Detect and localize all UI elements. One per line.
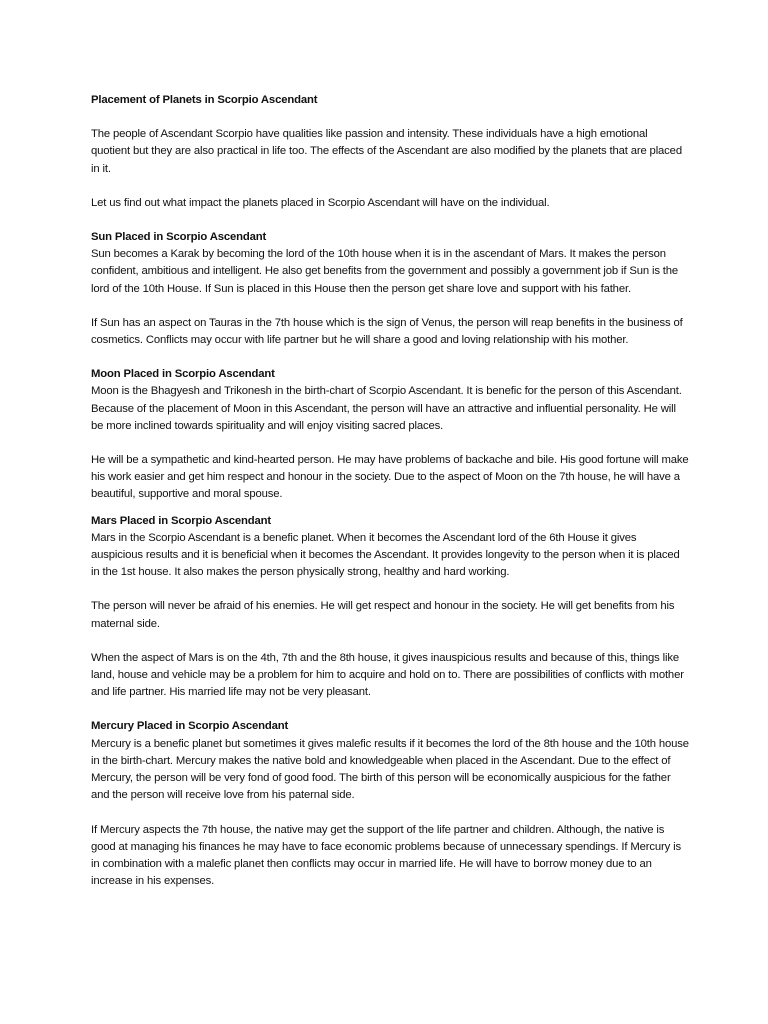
section-paragraph: Moon is the Bhagyesh and Trikonesh in the birth-chart of Scorpio Ascendant. It is benefic for the person of this Ascendant. Because of the placement of Moon in this Ascendant, the person will have an attractive and influential personality. He will be more inclined towards spirituality and will enjoy visiting sacred places. xyxy=(91,385,682,432)
section-paragraph: When the aspect of Mars is on the 4th, 7th and the 8th house, it gives inauspicious results and because of this, things like land, house and vehicle may be a problem for him to acquire and hold on to. There are possibilities of conflicts with mother and life partner. His married life may not be very pleasant. xyxy=(91,651,684,699)
section-mars xyxy=(91,513,689,702)
section-heading: Mars Placed in Scorpio Ascendant xyxy=(91,514,271,527)
section-paragraph: The person will never be afraid of his enemies. He will get respect and honour in the society. He will get benefits from his maternal side. xyxy=(91,600,675,630)
section-mercury xyxy=(91,718,689,890)
intro-paragraph-1: The people of Ascendant Scorpio have qualities like passion and intensity. These individuals have a high emotional quotient but they are also practical in life too. The effects of the Ascendant are also modified by the planets that are placed in it. xyxy=(91,128,682,175)
section-sun xyxy=(91,229,689,349)
section-paragraph: If Sun has an aspect on Tauras in the 7th house which is the sign of Venus, the person will reap benefits in the business of cosmetics. Conflicts may occur with life partner but he will share a good and loving relationship with his mother. xyxy=(91,316,683,347)
section-paragraph: If Mercury aspects the 7th house, the native may get the support of the life partner and children. Although, the native is good at managing his finances he may have to face economic problems because of unnecessary spendings. If Mercury is in combination with a malefic planet then conflicts may occur in married life. He will have to borrow money due to an increase in his expenses. xyxy=(91,823,681,888)
section-paragraph: He will be a sympathetic and kind-hearted person. He may have problems of backache and bile. His good fortune will make his work easier and get him respect and honour in the society. Due to the aspect of Moon on the 7th house, he will have a beautiful, supportive and moral spouse. xyxy=(91,454,689,501)
section-heading: Sun Placed in Scorpio Ascendant xyxy=(91,231,267,244)
section-heading: Mercury Placed in Scorpio Ascendant xyxy=(91,720,289,733)
section-paragraph: Mercury is a benefic planet but sometimes it gives malefic results if it becomes the lord of the 8th house and the 10th house in the birth-chart. Mercury makes the native bold and knowledgeable when placed in the Ascendant. Due to the effect of Mercury, the person will be very fond of good food. The birth of this person will be economically auspicious for the father and the person will receive love from his paternal side. xyxy=(91,737,689,802)
page-title: Placement of Planets in Scorpio Ascendant xyxy=(91,94,318,106)
section-moon xyxy=(91,366,689,503)
section-paragraph: Mars in the Scorpio Ascendant is a benefic planet. When it becomes the Ascendant lord of the 6th House it gives auspicious results and it is beneficial when it becomes the Ascendant. It provides longevity to the person when it is placed in the 1st house. It also makes the person physically strong, healthy and hard working. xyxy=(91,531,680,579)
document-page xyxy=(91,92,689,907)
section-paragraph: Sun becomes a Karak by becoming the lord of the 10th house when it is in the ascendant of Mars. It makes the person confident, ambitious and intelligent. He also get benefits from the government and possibly a government job if Sun is the lord of the 10th House. If Sun is placed in this House then the person get share love and support with his father. xyxy=(91,248,679,295)
intro-paragraph-2: Let us find out what impact the planets placed in Scorpio Ascendant will have on the individual. xyxy=(91,196,550,209)
section-heading: Moon Placed in Scorpio Ascendant xyxy=(91,368,275,381)
